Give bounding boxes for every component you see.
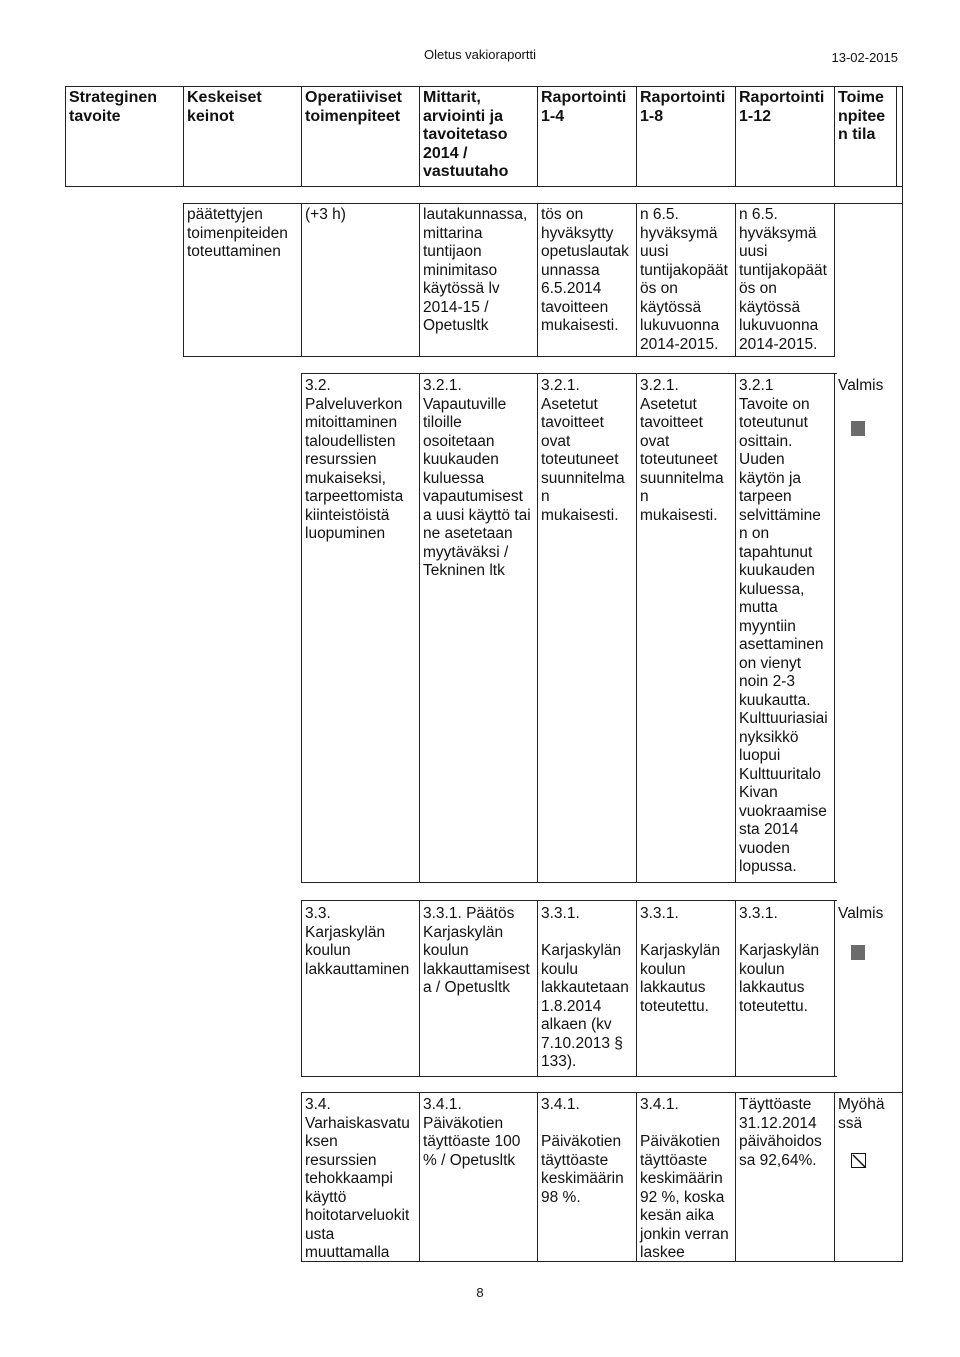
- header-col-border: [301, 86, 302, 187]
- header-col-border: [419, 86, 420, 187]
- header-col-border: [65, 86, 66, 187]
- row-col-border: [834, 1092, 835, 1262]
- row-col-border: [537, 373, 538, 883]
- row-border: [301, 373, 837, 374]
- column-header-report-1-4: Raportointi 1-4: [541, 89, 627, 125]
- table-cell: 3.4.1. Päiväkotien täyttöaste keskimäärin 98 %.: [541, 1096, 624, 1206]
- status-text: Valmis: [838, 905, 884, 922]
- row-border: [183, 356, 835, 357]
- row-col-border: [537, 900, 538, 1077]
- table-cell: 3.3.1. Karjaskylän koulu lakkautetaan 1.8.2014 alkaen (kv 7.10.2013 § 133).: [541, 905, 629, 1070]
- table-right-border: [902, 86, 903, 1261]
- row-col-border: [419, 203, 420, 357]
- table-cell: 3.2. Palveluverkon mitoittaminen taloudellisten resurssien mukaiseksi, tarpeettomista kiinteistöistä luopuminen: [305, 377, 404, 542]
- row-col-border: [636, 373, 637, 883]
- row-col-border: [301, 203, 302, 357]
- column-header-report-1-12: Raportointi 1-12: [739, 89, 825, 125]
- row-col-border: [419, 1092, 420, 1262]
- row-col-border: [834, 900, 835, 1077]
- row-col-border: [301, 900, 302, 1077]
- status-text: Myöhä ssä: [838, 1096, 885, 1132]
- table-cell: 3.3.1. Päätös Karjaskylän koulun lakkauttamisest a / Opetusltk: [423, 905, 530, 996]
- row-col-border: [735, 1092, 736, 1262]
- row-col-border: [834, 203, 835, 357]
- row-border: [301, 1076, 837, 1077]
- header-bottom-border: [65, 186, 903, 187]
- page-number: 8: [476, 1285, 484, 1300]
- report-title: Oletus vakioraportti: [424, 47, 536, 62]
- table-cell: 3.3. Karjaskylän koulun lakkauttaminen: [305, 905, 410, 978]
- table-cell: n 6.5. hyväksymä uusi tuntijakopäät ös on käytössä lukuvuonna 2014-2015.: [739, 206, 827, 353]
- table-cell: 3.3.1. Karjaskylän koulun lakkautus toteutettu.: [640, 905, 721, 1015]
- row-col-border: [735, 373, 736, 883]
- table-cell: 3.3.1. Karjaskylän koulun lakkautus toteutettu.: [739, 905, 820, 1015]
- table-cell: tös on hyväksytty opetuslautak unnassa 6.5.2014 tavoitteen mukaisesti.: [541, 206, 629, 334]
- row-col-border: [183, 203, 184, 357]
- table-cell: (+3 h): [305, 206, 346, 223]
- table-cell: päätettyjen toimenpiteiden toteuttaminen: [187, 206, 288, 260]
- column-header-operative-actions: Operatiiviset toimenpiteet: [305, 89, 402, 125]
- column-header-status: Toime npitee n tila: [838, 89, 886, 143]
- row-col-border: [301, 373, 302, 883]
- report-date: 13-02-2015: [831, 50, 898, 65]
- column-header-report-1-8: Raportointi 1-8: [640, 89, 726, 125]
- row-col-border: [419, 373, 420, 883]
- row-col-border: [537, 203, 538, 357]
- row-col-border: [636, 203, 637, 357]
- status-filled-square-icon: [851, 421, 865, 436]
- table-cell: 3.2.1. Asetetut tavoitteet ovat toteutuneet suunnitelma n mukaisesti.: [640, 377, 724, 524]
- table-cell: Täyttöaste 31.12.2014 päivähoidos sa 92,64%.: [739, 1096, 822, 1169]
- status-text: Valmis: [838, 377, 884, 394]
- row-border: [301, 900, 837, 901]
- table-cell: 3.2.1 Tavoite on toteutunut osittain. Uuden käytön ja tarpeen selvittämine n on tapahtunut kuukauden kuluessa, mutta myyntiin asettaminen on vienyt noin 2-3 kuukautta. Kulttuuriasiai nyksikkö luopui Kulttuuritalo Kivan vuokraamise sta 2014 vuoden lopussa.: [739, 377, 828, 875]
- table-cell: n 6.5. hyväksymä uusi tuntijakopäät ös on käytössä lukuvuonna 2014-2015.: [640, 206, 728, 353]
- row-col-border: [419, 900, 420, 1077]
- header-col-border: [636, 86, 637, 187]
- column-header-key-means: Keskeiset keinot: [187, 89, 262, 125]
- row-border: [301, 1092, 903, 1093]
- row-col-border: [735, 203, 736, 357]
- table-cell: lautakunnassa, mittarina tuntijaon minimitaso käytössä lv 2014-15 / Opetusltk: [423, 206, 528, 334]
- row-col-border: [301, 1092, 302, 1262]
- row-col-border: [834, 373, 835, 883]
- row-border: [301, 882, 837, 883]
- header-col-border: [183, 86, 184, 187]
- row-col-border: [537, 1092, 538, 1262]
- row-col-border: [735, 900, 736, 1077]
- table-cell: 3.2.1. Asetetut tavoitteet ovat toteutuneet suunnitelma n mukaisesti.: [541, 377, 625, 524]
- table-cell: 3.4.1. Päiväkotien täyttöaste 100 % / Opetusltk: [423, 1096, 521, 1169]
- column-header-metrics: Mittarit, arviointi ja tavoitetaso 2014 / vastuutaho: [423, 89, 509, 180]
- header-col-border: [735, 86, 736, 187]
- table-cell: 3.4.1. Päiväkotien täyttöaste keskimäärin 92 %, koska kesän aika jonkin verran laskee: [640, 1096, 729, 1261]
- table-cell: 3.2.1. Vapautuville tiloille osoitetaan kuukauden kuluessa vapautumisest a uusi käyttö tai ne asetetaan myytäväksi / Tekninen ltk: [423, 377, 531, 579]
- column-header-strategic-goal: Strateginen tavoite: [69, 89, 158, 125]
- row-col-border: [636, 900, 637, 1077]
- header-top-border: [65, 86, 903, 87]
- header-col-border: [834, 86, 835, 187]
- table-cell: 3.4. Varhaiskasvatu ksen resurssien tehokkaampi käyttö hoitotarveluokit usta muuttamalla: [305, 1096, 410, 1261]
- status-filled-square-icon: [851, 945, 865, 960]
- row-col-border: [636, 1092, 637, 1262]
- row-border: [183, 203, 903, 204]
- status-crossed-box-icon: [851, 1153, 866, 1168]
- header-col-border: [537, 86, 538, 187]
